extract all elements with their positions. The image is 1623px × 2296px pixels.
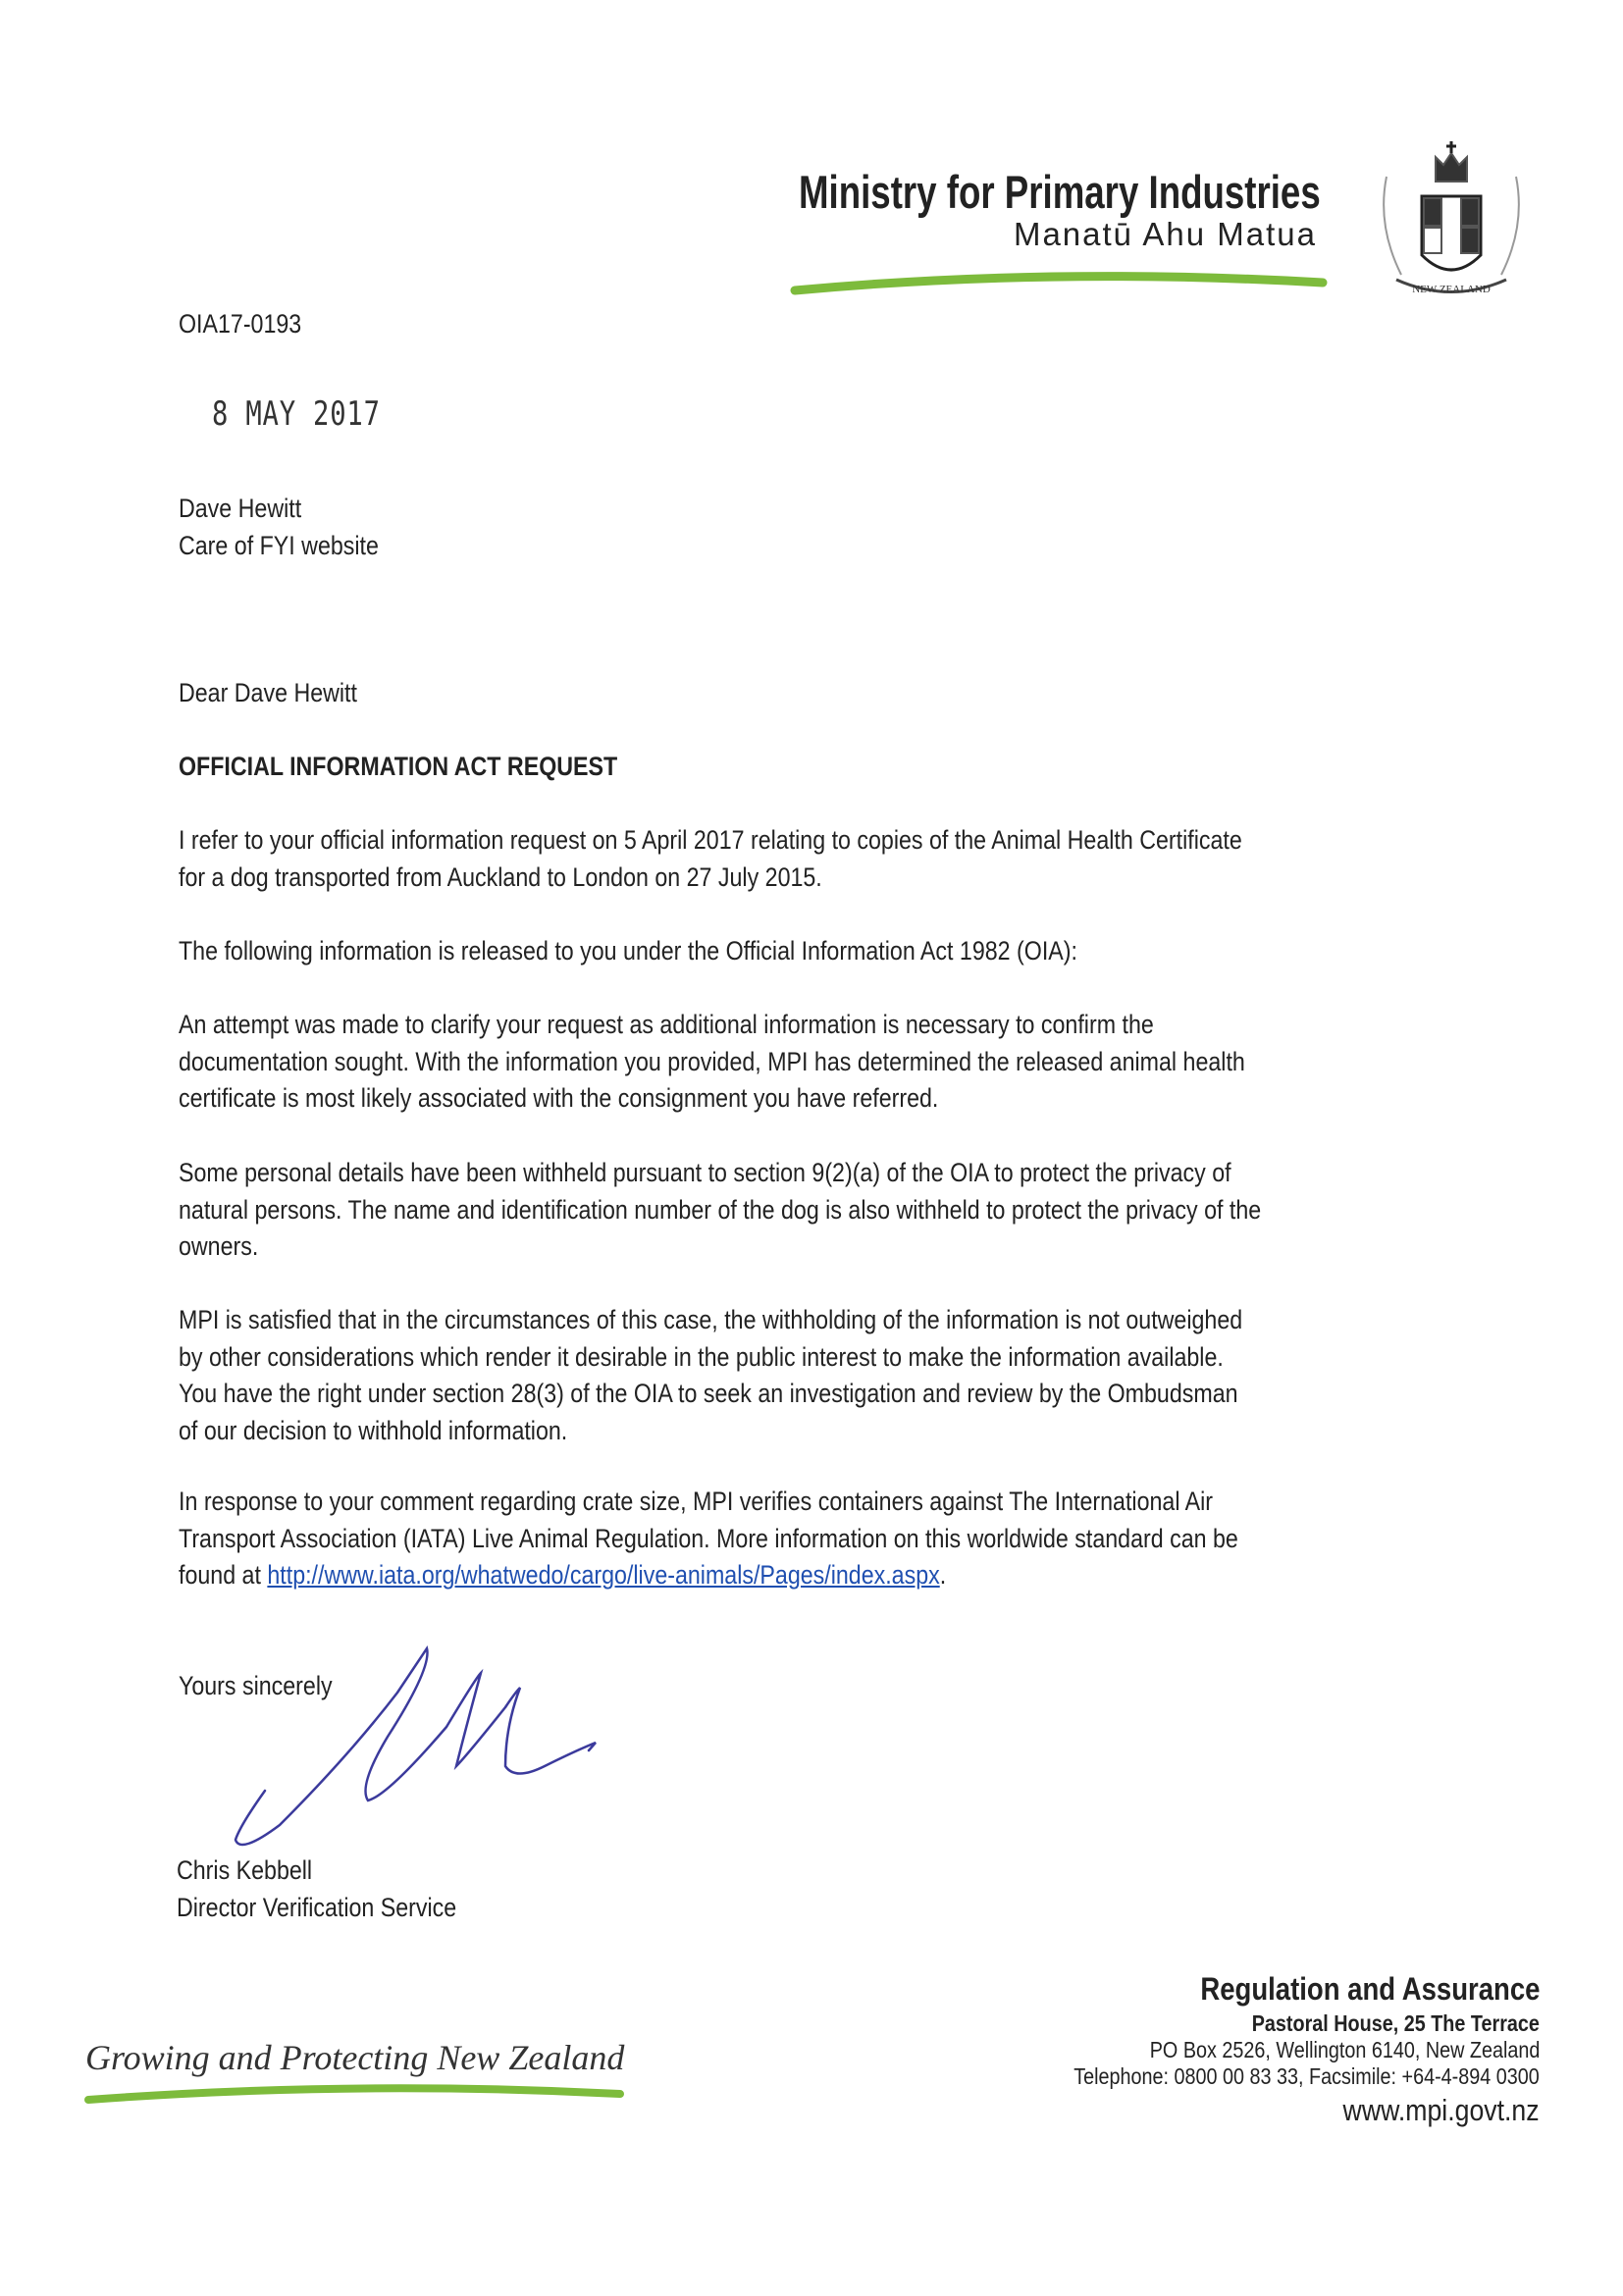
paragraph-line: You have the right under section 28(3) of the OIA to seek an investigation and review by the Ombudsman — [179, 1379, 1238, 1409]
paragraph-line: natural persons. The name and identification number of the dog is also withheld to protect the privacy of the — [179, 1194, 1262, 1225]
paragraph-line: The following information is released to you under the Official Information Act 1982 (OIA): — [179, 936, 1077, 965]
paragraph-2 — [179, 933, 1077, 970]
footer-building: Pastoral House, 25 The Terrace — [1251, 2010, 1540, 2036]
paragraph-line: certificate is most likely associated with the consignment you have referred. — [179, 1083, 939, 1114]
paragraph-line: In response to your comment regarding crate size, MPI verifies containers against The International Air — [179, 1487, 1214, 1516]
green-swoosh — [785, 263, 1335, 302]
recipient-block — [179, 491, 379, 564]
paragraph-line — [179, 1557, 1238, 1594]
signatory-block — [177, 1852, 456, 1926]
paragraph-line: for a dog transported from Auckland to London on 27 July 2015. — [179, 861, 822, 892]
footer-website[interactable]: www.mpi.govt.nz — [1342, 2093, 1540, 2127]
paragraph-line: An attempt was made to clarify your request as additional information is necessary to confirm the — [179, 1010, 1154, 1039]
signatory-title: Director Verification Service — [177, 1892, 457, 1922]
org-name-maori: Manatū Ahu Matua — [1013, 216, 1317, 252]
footer-green-swoosh — [79, 2078, 638, 2108]
nz-coat-of-arms-icon — [1357, 137, 1545, 306]
footer-division: Regulation and Assurance — [1199, 1971, 1540, 2007]
footer-po-box: PO Box 2526, Wellington 6140, New Zealand — [1149, 2037, 1540, 2062]
date-stamp: 8 MAY 2017 — [212, 394, 381, 434]
paragraph-line: by other considerations which render it desirable in the public interest to make the information available. — [179, 1341, 1224, 1372]
paragraph-line: documentation sought. With the information you provided, MPI has determined the released animal health — [179, 1046, 1245, 1076]
closing: Yours sincerely — [179, 1671, 333, 1700]
signature — [221, 1619, 682, 1854]
crest-text: NEW ZEALAND — [1412, 284, 1491, 295]
letter-heading: OFFICIAL INFORMATION ACT REQUEST — [179, 752, 618, 781]
paragraph-line: owners. — [179, 1231, 259, 1262]
footer-phone-fax: Telephone: 0800 00 83 33, Facsimile: +64-4-894 0300 — [1073, 2063, 1540, 2089]
paragraph-4 — [179, 1155, 1261, 1266]
link-suffix: . — [939, 1560, 947, 1591]
org-name: Ministry for Primary Industries — [799, 166, 1321, 218]
paragraph-line: Some personal details have been withheld pursuant to section 9(2)(a) of the OIA to protect the privacy of — [179, 1158, 1231, 1187]
recipient-address: Care of FYI website — [179, 530, 379, 560]
paragraph-5 — [179, 1302, 1242, 1449]
paragraph-line: I refer to your official information request on 5 April 2017 relating to copies of the Animal Health Certificate — [179, 825, 1242, 855]
recipient-name: Dave Hewitt — [179, 494, 302, 523]
slogan: Growing and Protecting New Zealand — [85, 2038, 625, 2077]
salutation: Dear Dave Hewitt — [179, 678, 357, 707]
reference-number: OIA17-0193 — [179, 309, 302, 339]
paragraph-6 — [179, 1484, 1238, 1594]
iata-link[interactable]: http://www.iata.org/whatwedo/cargo/live-animals/Pages/index.aspx — [267, 1560, 940, 1591]
paragraph-1 — [179, 822, 1242, 896]
paragraph-line: MPI is satisfied that in the circumstances of this case, the withholding of the information is not outweighed — [179, 1305, 1243, 1334]
paragraph-3 — [179, 1007, 1245, 1118]
paragraph-line: Transport Association (IATA) Live Animal Regulation. More information on this worldwide standard can be — [179, 1523, 1238, 1553]
paragraph-line: of our decision to withhold information. — [179, 1415, 568, 1445]
signatory-name: Chris Kebbell — [177, 1855, 313, 1885]
link-prefix: found at — [179, 1560, 268, 1591]
